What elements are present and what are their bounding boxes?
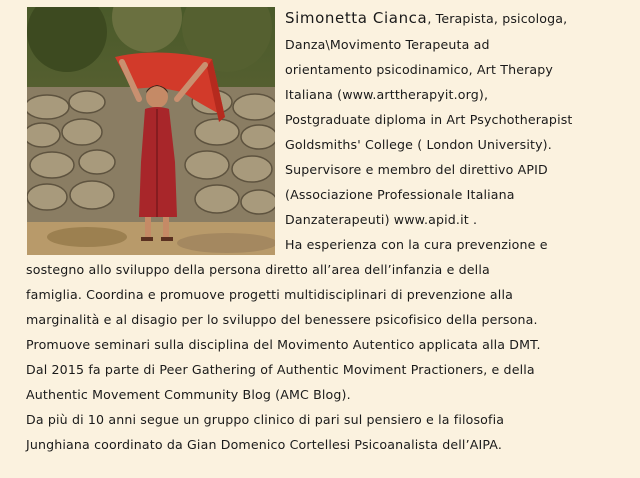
bio-line-18: Junghiana coordinato da Gian Domenico Cortellesi Psicoanalista dell’AIPA.: [26, 437, 502, 452]
bio-line-14: Promuove seminari sulla disciplina del Movimento Autentico applicata alla DMT.: [26, 337, 541, 352]
profile-photo-illustration: [27, 7, 275, 255]
bio-line-9: Danzaterapeuti) www.apid.it .: [285, 212, 478, 227]
bio-line-12: famiglia. Coordina e promuove progetti multidisciplinari di prevenzione alla: [26, 287, 513, 302]
bio-line-5: Postgraduate diploma in Art Psychotherapist: [285, 112, 573, 127]
profile-photo: [27, 7, 275, 255]
bio-line-4: Italiana (www.arttherapyit.org),: [285, 87, 489, 102]
bio-line-17: Da più di 10 anni segue un gruppo clinico di pari sul pensiero e la filosofia: [26, 412, 505, 427]
bio-line-13: marginalità e al disagio per lo sviluppo del benessere psicofisico della persona.: [26, 312, 538, 327]
bio-line-1: [285, 9, 567, 27]
bio-line-2: Danza\Movimento Terapeuta ad: [285, 37, 490, 52]
author-name: Simonetta Cianca: [285, 9, 428, 27]
bio-line-10: Ha esperienza con la cura prevenzione e: [285, 237, 548, 252]
bio-line-1-text: , Terapista, psicologa,: [427, 11, 568, 26]
bio-line-16: Authentic Movement Community Blog (AMC Blog).: [26, 387, 351, 402]
bio-line-8: (Associazione Professionale Italiana: [285, 187, 515, 202]
bio-line-11: sostegno allo sviluppo della persona diretto all’area dell’infanzia e della: [26, 262, 490, 277]
bio-line-7: Supervisore e membro del direttivo APID: [285, 162, 548, 177]
bio-line-15: Dal 2015 fa parte di Peer Gathering of Authentic Moviment Practioners, e della: [26, 362, 535, 377]
bio-line-3: orientamento psicodinamico, Art Therapy: [285, 62, 554, 77]
bio-line-6: Goldsmiths' College ( London University).: [285, 137, 552, 152]
